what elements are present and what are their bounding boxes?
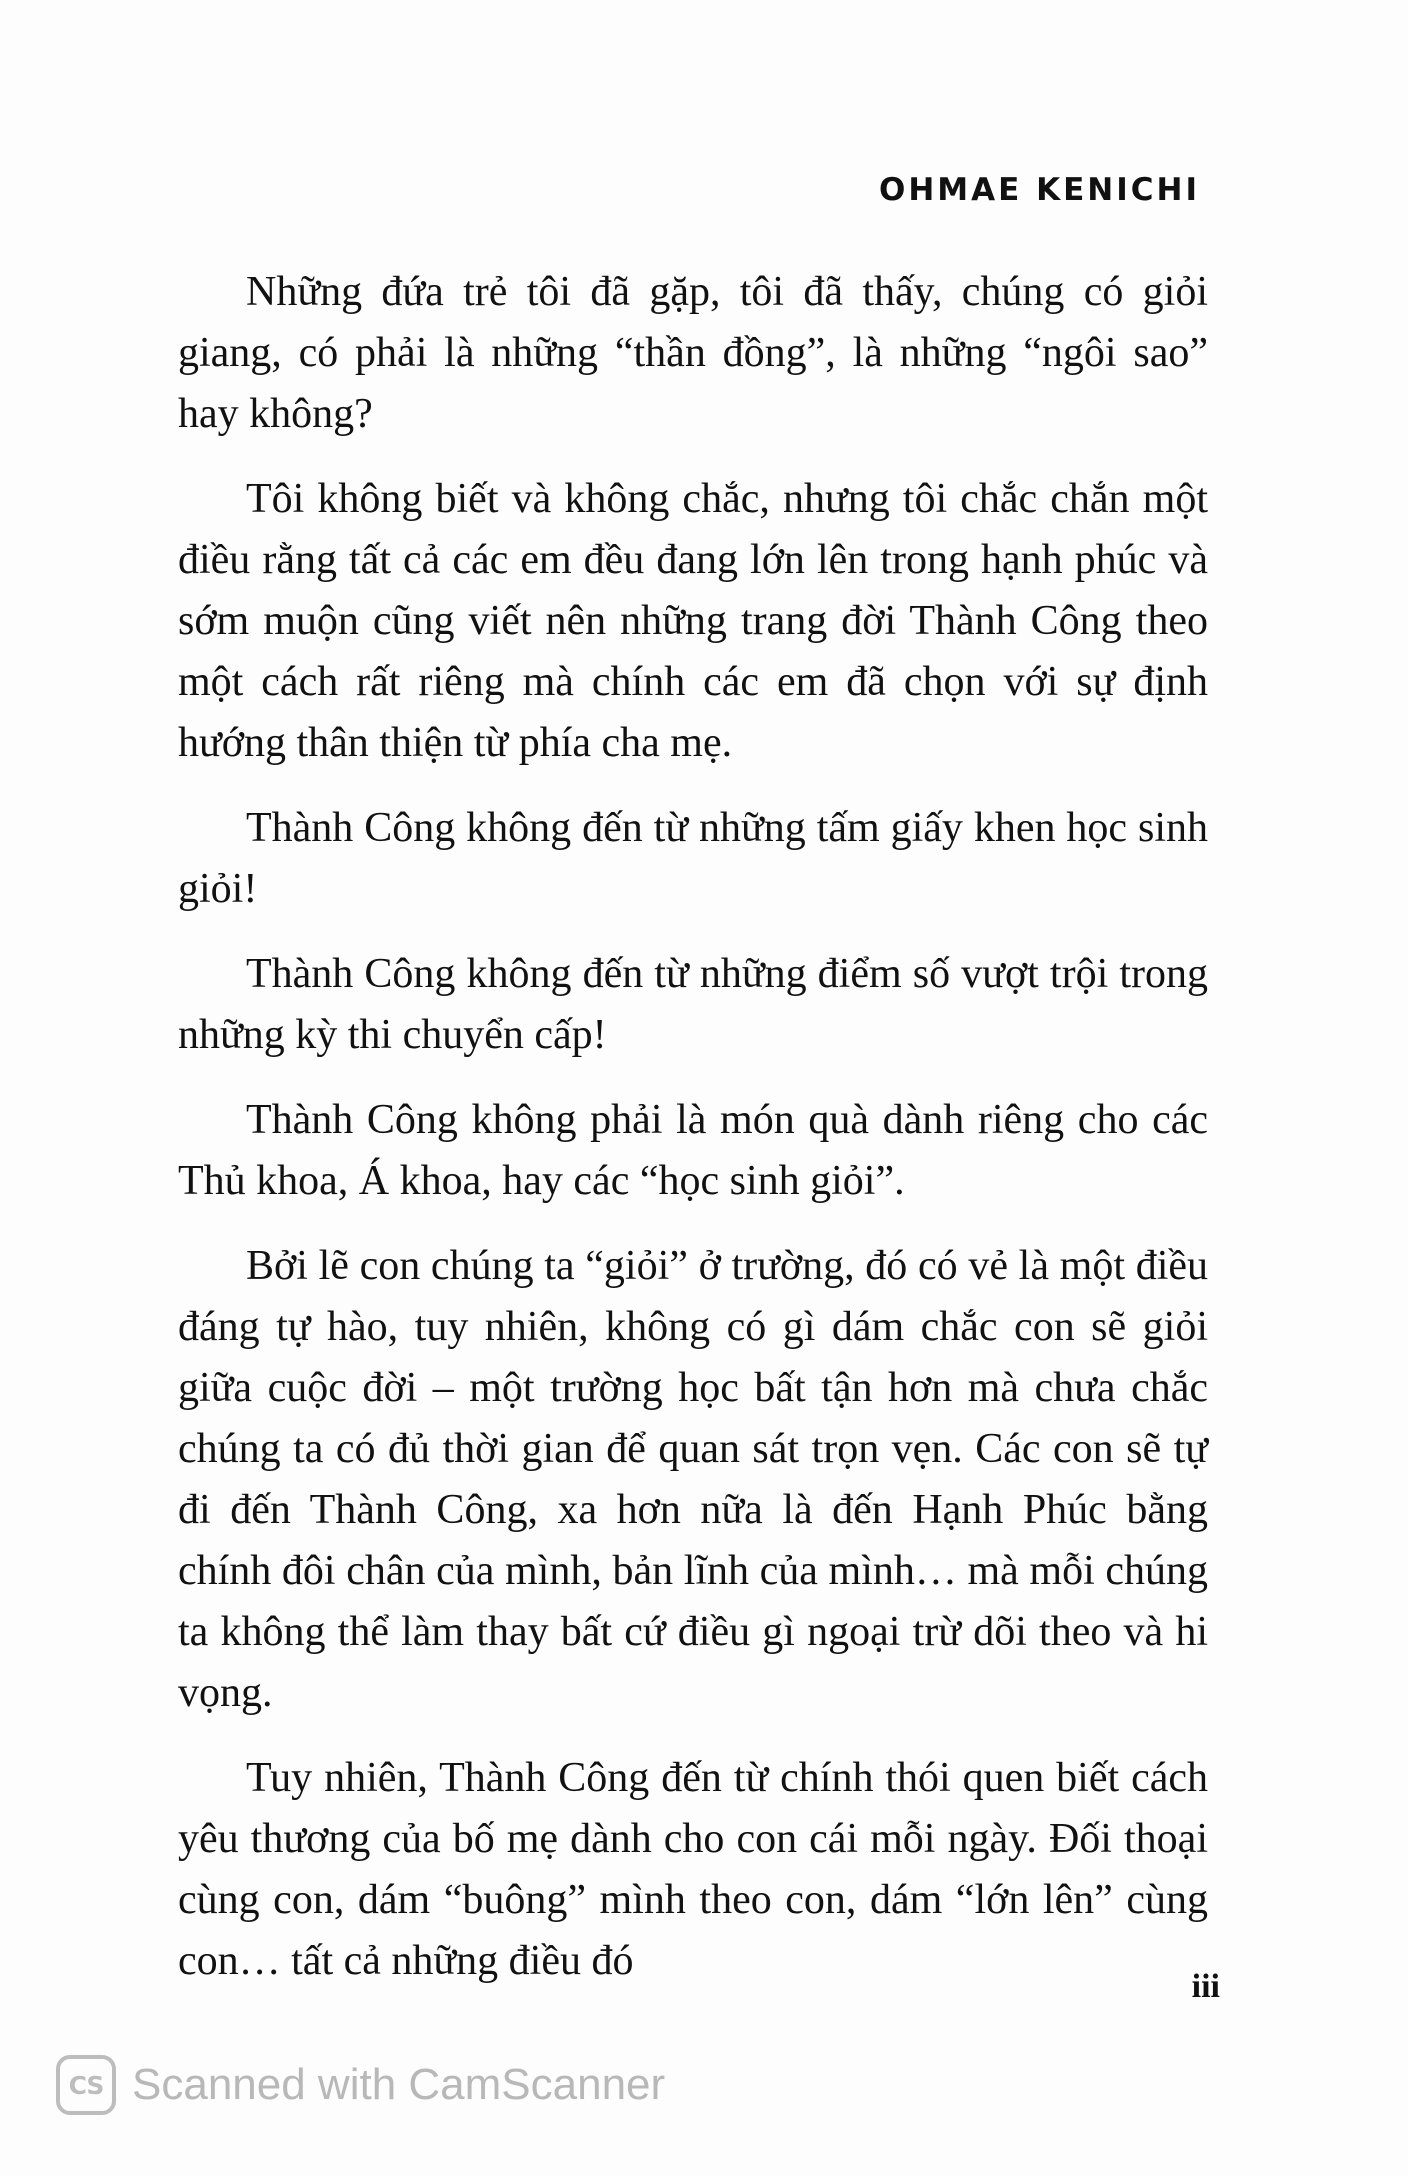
body-text — [178, 262, 1208, 2016]
camscanner-logo-icon: CS — [56, 2055, 116, 2115]
paragraph: Thành Công không đến từ những tấm giấy khen học sinh giỏi! — [178, 805, 1208, 912]
paragraph: Thành Công không đến từ những điểm số vượt trội trong những kỳ thi chuyển cấp! — [178, 951, 1208, 1058]
paragraph: Tuy nhiên, Thành Công đến từ chính thói quen biết cách yêu thương của bố mẹ dành cho con cái mỗi ngày. Đối thoại cùng con, dám “buông” mình theo con, dám “lớn lên” cùng con… tất cả những điều đó — [178, 1755, 1208, 1984]
paragraph: Thành Công không phải là món quà dành riêng cho các Thủ khoa, Á khoa, hay các “học sinh giỏi”. — [178, 1097, 1208, 1204]
paragraph: Tôi không biết và không chắc, nhưng tôi chắc chắn một điều rằng tất cả các em đều đang lớn lên trong hạnh phúc và sớm muộn cũng viết nên những trang đời Thành Công theo một cách rất riêng mà chính các em đã chọn với sự định hướng thân thiện từ phía cha mẹ. — [178, 476, 1208, 766]
watermark-text: Scanned with CamScanner — [132, 2060, 666, 2109]
paragraph: Những đứa trẻ tôi đã gặp, tôi đã thấy, chúng có giỏi giang, có phải là những “thần đồng”, là những “ngôi sao” hay không? — [178, 269, 1208, 437]
paragraph: Bởi lẽ con chúng ta “giỏi” ở trường, đó có vẻ là một điều đáng tự hào, tuy nhiên, không có gì dám chắc con sẽ giỏi giữa cuộc đời – một trường học bất tận hơn mà chưa chắc chúng ta có đủ thời gian để quan sát trọn vẹn. Các con sẽ tự đi đến Thành Công, xa hơn nữa là đến Hạnh Phúc bằng chính đôi chân của mình, bản lĩnh của mình… mà mỗi chúng ta không thể làm thay bất cứ điều gì ngoại trừ dõi theo và hi vọng. — [178, 1243, 1208, 1716]
running-head: OHMAE KENICHI — [878, 172, 1200, 208]
page-number: iii — [1191, 1968, 1220, 2005]
camscanner-watermark — [56, 2052, 665, 2118]
